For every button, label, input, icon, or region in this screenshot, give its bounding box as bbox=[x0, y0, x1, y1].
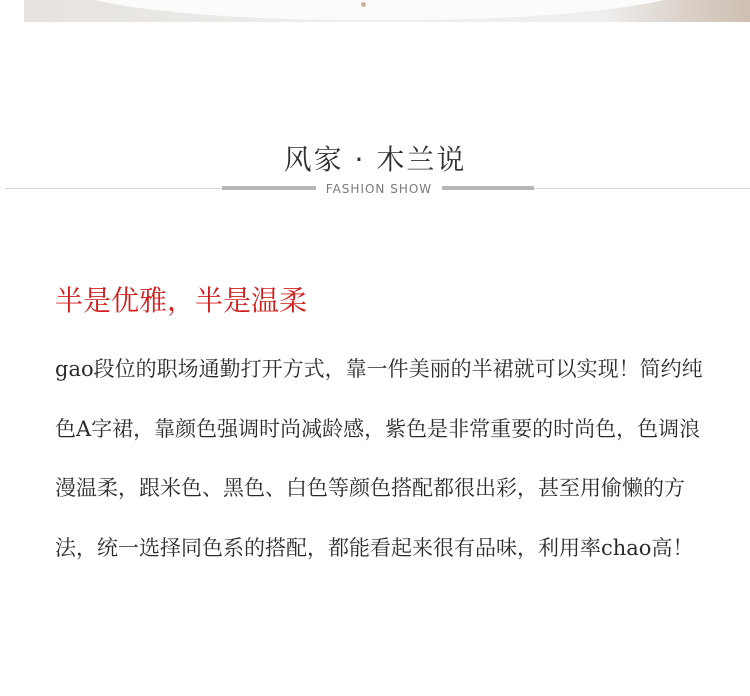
header-divider-band-left bbox=[222, 186, 316, 190]
photo-detail-dot bbox=[361, 2, 366, 7]
section-title: 风家 · 木兰说 bbox=[283, 143, 467, 176]
section-header bbox=[0, 140, 750, 200]
article-body: gao段位的职场通勤打开方式，靠一件美丽的半裙就可以实现！简约纯色A字裙，靠颜色强调时尚减龄感，紫色是非常重要的时尚色，色调浪漫温柔，跟米色、黑色、白色等颜色搭配都很出彩，甚至用偷懒的方法，统一选择同色系的搭配，都能看起来很有品味，利用率chao高！ bbox=[55, 357, 703, 560]
section-subtitle: FASHION SHOW bbox=[316, 180, 442, 198]
article-block bbox=[55, 278, 715, 578]
article-heading: 半是优雅，半是温柔 bbox=[55, 284, 308, 317]
header-divider-band-right bbox=[442, 186, 534, 190]
product-photo-fragment bbox=[24, 0, 750, 22]
photo-plate-shape bbox=[54, 0, 704, 20]
